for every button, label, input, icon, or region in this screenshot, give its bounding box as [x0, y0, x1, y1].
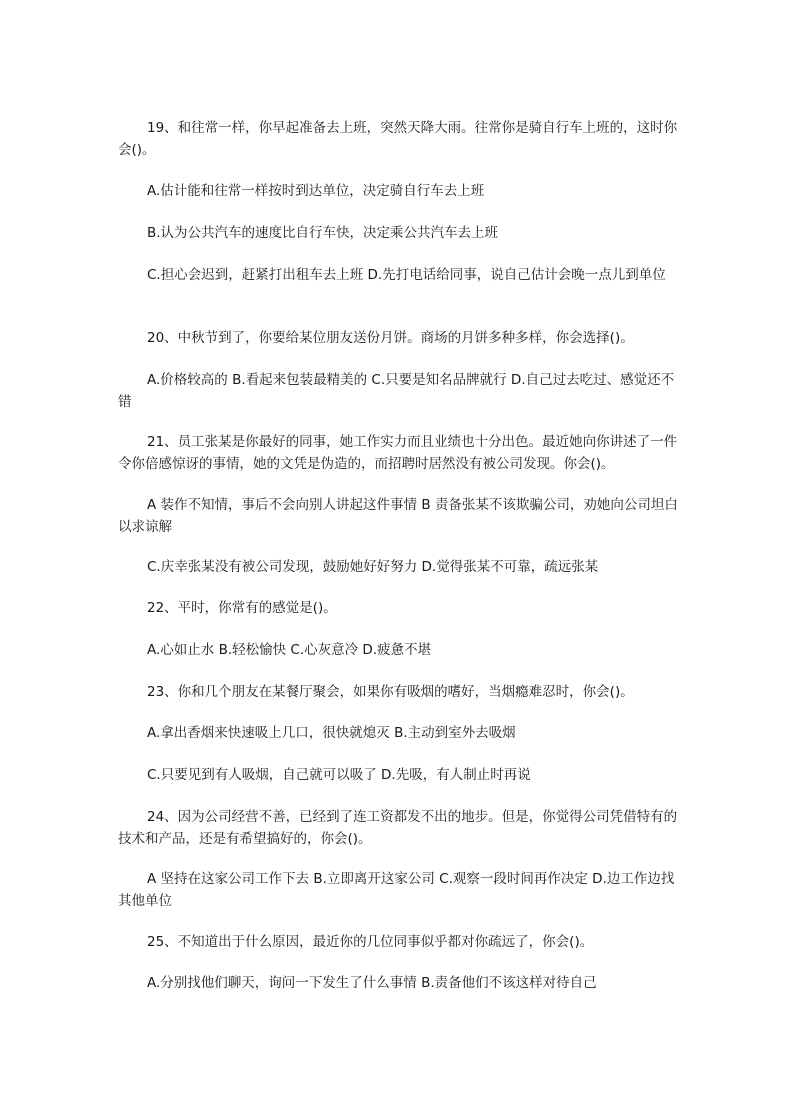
question-23-options-a-b: A.拿出香烟来快速吸上几口，很快就熄灭 B.主动到室外去吸烟 [147, 725, 516, 741]
question-24: 24、因为公司经营不善，已经到了连工资都发不出的地步。但是，你觉得公司凭借特有的技术和产品，还是有希望搞好的，你会()。 [118, 809, 678, 847]
question-19: 19、和往常一样，你早起准备去上班，突然天降大雨。往常你是骑自行车上班的，这时你会()。 [118, 120, 678, 158]
question-19-options-c-d: C.担心会迟到，赶紧打出租车去上班 D.先打电话给同事，说自己估计会晚一点儿到单位 [147, 267, 666, 283]
question-24-options: A 坚持在这家公司工作下去 B.立即离开这家公司 C.观察一段时间再作决定 D.边工作边找其他单位 [118, 871, 675, 909]
question-21-options-c-d: C.庆幸张某没有被公司发现，鼓励她好好努力 D.觉得张某不可靠，疏远张某 [147, 559, 599, 575]
question-22: 22、平时，你常有的感觉是()。 [147, 600, 337, 616]
question-25: 25、不知道出于什么原因，最近你的几位同事似乎都对你疏远了，你会()。 [147, 934, 594, 950]
question-21: 21、员工张某是你最好的同事，她工作实力而且业绩也十分出色。最近她向你讲述了一件令你倍感惊讶的事情，她的文凭是伪造的，而招聘时居然没有被公司发现。你会()。 [118, 434, 678, 472]
question-23: 23、你和几个朋友在某餐厅聚会，如果你有吸烟的嗜好，当烟瘾难忍时，你会()。 [147, 684, 634, 700]
question-25-options-a-b: A.分别找他们聊天，询问一下发生了什么事情 B.责备他们不该这样对待自己 [147, 975, 597, 991]
question-19-option-b: B.认为公共汽车的速度比自行车快，决定乘公共汽车去上班 [147, 225, 499, 241]
question-20: 20、中秋节到了，你要给某位朋友送份月饼。商场的月饼多种多样，你会选择()。 [147, 330, 634, 346]
question-19-option-a: A.估计能和往常一样按时到达单位，决定骑自行车去上班 [147, 183, 485, 199]
question-23-options-c-d: C.只要见到有人吸烟，自己就可以吸了 D.先吸，有人制止时再说 [147, 767, 531, 783]
question-21-options-a-b: A 装作不知情，事后不会向别人讲起这件事情 B 责备张某不该欺骗公司，劝她向公司坦白以求谅解 [118, 497, 678, 535]
question-20-options: A.价格较高的 B.看起来包装最精美的 C.只要是知名品牌就行 D.自己过去吃过、感觉还不错 [118, 372, 675, 410]
question-22-options: A.心如止水 B.轻松愉快 C.心灰意冷 D.疲惫不堪 [147, 642, 432, 658]
